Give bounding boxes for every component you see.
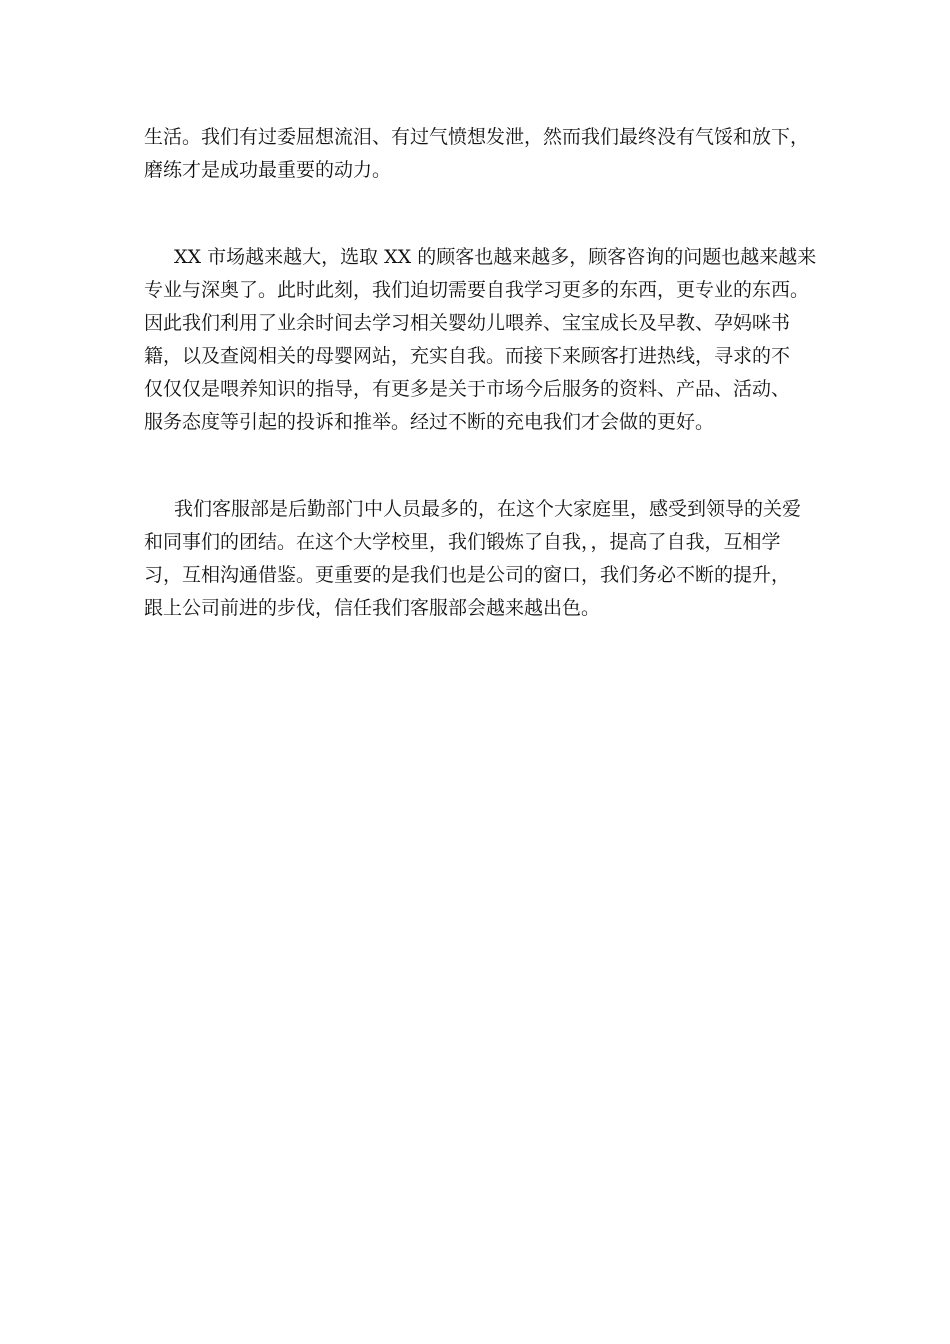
paragraph-line: XX 市场越来越大，选取 XX 的顾客也越来越多，顾客咨询的问题也越来越来: [174, 246, 817, 268]
paragraph-line: 籍，以及查阅相关的母婴网站，充实自我。而接下来顾客打进热线，寻求的不: [144, 345, 791, 367]
paragraph-1: [144, 121, 812, 187]
paragraph-line: 生活。我们有过委屈想流泪、有过气愤想发泄，然而我们最终没有气馁和放下，: [144, 126, 810, 148]
paragraph-line: 和同事们的团结。在这个大学校里，我们锻炼了自我，，提高了自我，互相学: [144, 531, 781, 553]
document-body: [144, 121, 817, 625]
paragraph-2: [144, 241, 817, 439]
paragraph-line: 服务态度等引起的投诉和推举。经过不断的充电我们才会做的更好。: [144, 411, 715, 433]
paragraph-spacer: [144, 439, 812, 493]
paragraph-line: 磨练才是成功最重要的动力。: [144, 159, 392, 181]
paragraph-line: 因此我们利用了业余时间去学习相关婴幼儿喂养、宝宝成长及早教、孕妈咪书: [144, 312, 791, 334]
paragraph-3: [144, 493, 812, 625]
paragraph-spacer: [144, 187, 812, 241]
paragraph-line: 专业与深奥了。此时此刻，我们迫切需要自我学习更多的东西，更专业的东西。: [144, 279, 810, 301]
paragraph-line: 我们客服部是后勤部门中人员最多的，在这个大家庭里，感受到领导的关爱: [174, 498, 802, 520]
paragraph-line: 习，互相沟通借鉴。更重要的是我们也是公司的窗口，我们务必不断的提升，: [144, 564, 791, 586]
paragraph-line: 跟上公司前进的步伐，信任我们客服部会越来越出色。: [144, 597, 601, 619]
paragraph-line: 仅仅仅是喂养知识的指导，有更多是关于市场今后服务的资料、产品、活动、: [144, 378, 791, 400]
